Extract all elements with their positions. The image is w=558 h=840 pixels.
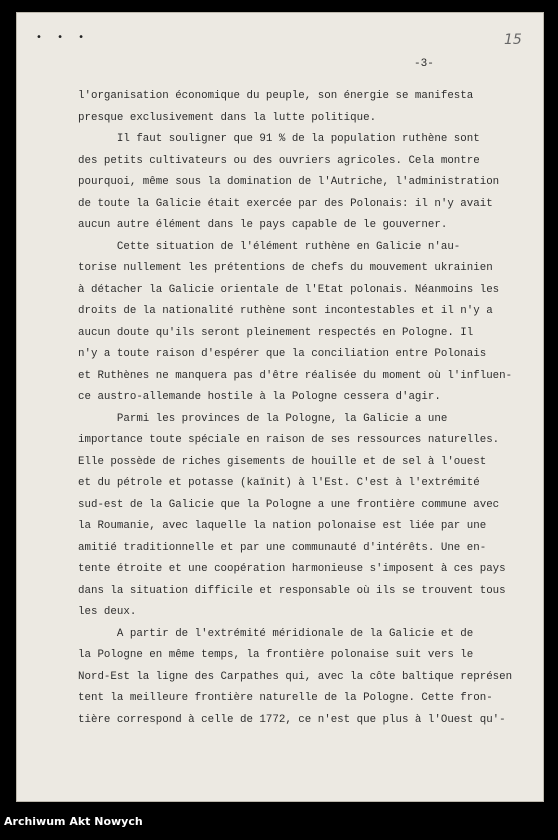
text-line: ce austro-allemande hostile à la Pologne cessera d'agir. [78,391,441,403]
text-line: aucun doute qu'ils seront pleinement respectés en Pologne. Il [78,326,474,339]
text-line: tent la meilleure frontière naturelle de la Pologne. Cette fron- [78,692,493,704]
text-line: Il faut souligner que 91 % de la population ruthène sont [78,133,480,145]
archive-name: Archiwum Akt Nowych [4,815,143,828]
text-line: à détacher la Galicie orientale de l'Etat polonais. Néanmoins les [78,283,500,296]
text-line: Nord-Est la ligne des Carpathes qui, avec la côte baltique représen [78,670,513,683]
text-line: dans la situation difficile et responsable où ils se trouvent tous [78,584,506,597]
text-line: de toute la Galicie était exercée par des Polonais: il n'y avait [78,197,493,210]
text-line: Parmi les provinces de la Pologne, la Galicie a une [78,412,448,425]
text-line: Cette situation de l'élément ruthène en Galicie n'au- [78,240,461,253]
text-line: et Ruthènes ne manquera pas d'être réalisée du moment où l'influen- [78,369,513,382]
text-line: importance toute spéciale en raison de ses ressources naturelles. [78,434,500,446]
document-page [16,12,544,802]
text-line: A partir de l'extrémité méridionale de la Galicie et de [78,627,474,640]
text-line: n'y a toute raison d'espérer que la conciliation entre Polonais [78,348,487,360]
text-line: la Roumanie, avec laquelle la nation polonaise est liée par une [78,520,487,532]
text-line: torise nullement les prétentions de chefs du mouvement ukrainien [78,262,493,274]
text-line: Elle possède de riches gisements de houille et de sel à l'ouest [78,455,487,468]
text-line: et du pétrole et potasse (kaïnit) à l'Est. C'est à l'extrémité [78,477,480,489]
text-line: l'organisation économique du peuple, son énergie se manifesta [78,90,474,102]
text-line: pourquoi, même sous la domination de l'Autriche, l'administration [78,176,500,188]
folio-number: 15 [504,32,522,48]
text-line: droits de la nationalité ruthène sont incontestables et il n'y a [78,305,493,317]
text-line: tière correspond à celle de 1772, ce n'est que plus à l'Ouest qu'- [78,713,506,726]
text-line: amitié traditionnelle et par une communauté d'intérêts. Une en- [78,541,487,554]
text-line: la Pologne en même temps, la frontière polonaise suit vers le [78,649,474,661]
text-line: tente étroite et une coopération harmonieuse s'imposent à ces pays [78,563,506,575]
text-line: des petits cultivateurs ou des ouvriers agricoles. Cela montre [78,154,480,167]
typed-text-block [78,86,518,731]
text-line: sud-est de la Galicie que la Pologne a une frontière commune avec [78,498,500,511]
page-number: -3- [414,58,434,70]
text-line: les deux. [78,606,137,618]
text-line: aucun autre élément dans le pays capable de le gouverner. [78,219,448,231]
corner-marks: • • • [36,32,91,43]
text-line: presque exclusivement dans la lutte politique. [78,111,377,124]
